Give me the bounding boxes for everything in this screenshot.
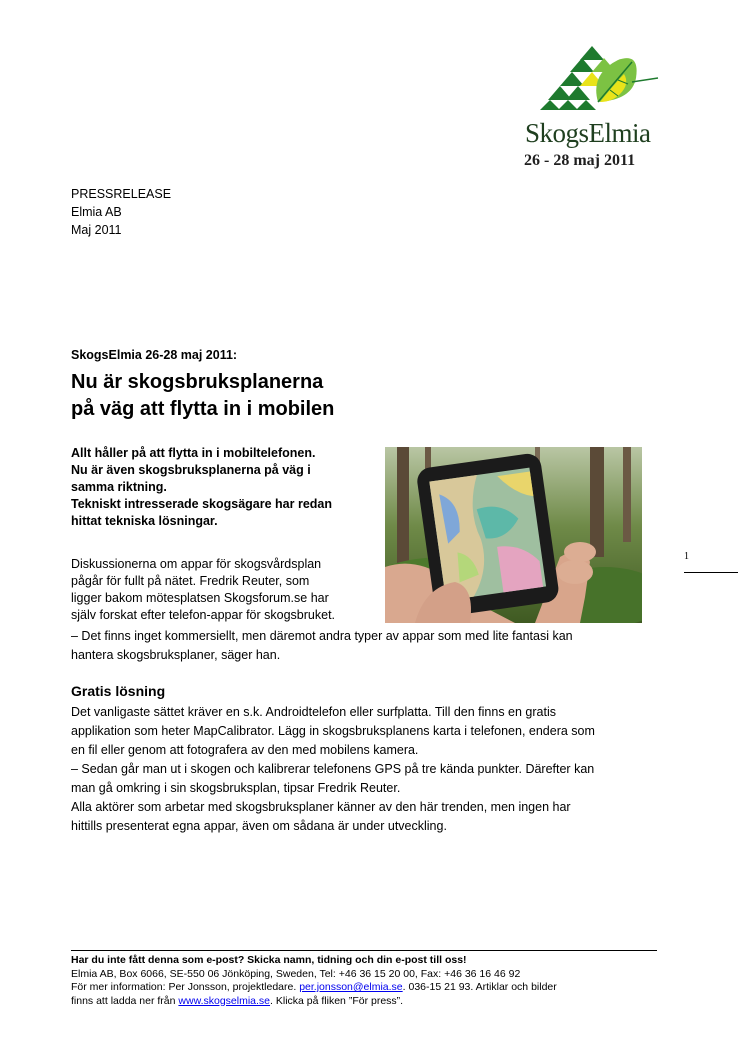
footer-download-suffix: . Klicka på fliken ”För press”.	[270, 994, 404, 1007]
body1-line-5: – Det finns inget kommersiellt, men däremot andra typer av appar som med lite fantasi kan	[71, 629, 573, 643]
tree-logo-icon	[520, 44, 670, 114]
body1-line-2: pågår för fullt på nätet. Fredrik Reuter, som	[71, 574, 310, 588]
lead-line-1: Allt håller på att flytta in i mobiltelefonen.	[71, 446, 316, 460]
lead-line-2: Nu är även skogsbruksplanerna på väg i	[71, 463, 311, 477]
website-link[interactable]: www.skogselmia.se	[178, 994, 271, 1007]
press-meta	[71, 185, 171, 239]
lead-line-4: Tekniskt intresserade skogsägare har redan	[71, 497, 332, 511]
page-title	[71, 369, 431, 423]
footer	[71, 954, 671, 1008]
footer-download	[71, 995, 671, 1009]
lead-line-3: samma riktning.	[71, 480, 167, 494]
body1-line-3: ligger bakom mötesplatsen Skogsforum.se har	[71, 591, 329, 605]
logo-dates: 26 - 28 maj 2011	[524, 152, 636, 169]
section-heading: Gratis lösning	[71, 683, 166, 699]
phone-map-photo	[385, 447, 642, 623]
headline-line-2: på väg att flytta in i mobilen	[71, 398, 335, 420]
body2-line-2: applikation som heter MapCalibrator. Lägg in skogsbruksplanens karta i telefonen, endera som	[71, 724, 595, 738]
body-paragraph-1-quote	[71, 627, 661, 665]
body1-line-6: hantera skogsbruksplaner, säger han.	[71, 648, 281, 662]
kicker: SkogsElmia 26-28 maj 2011:	[71, 348, 238, 362]
footer-info-prefix: För mer information: Per Jonsson, projektledare.	[71, 981, 300, 993]
email-link[interactable]: per.jonsson@elmia.se	[299, 981, 403, 993]
body2-line-5: man gå omkring i sin skogsbruksplan, tipsar Fredrik Reuter.	[71, 781, 401, 795]
footer-bold-line: Har du inte fått denna som e-post? Skicka namn, tidning och din e-post till oss!	[71, 954, 467, 966]
body1-line-1: Diskussionerna om appar för skogsvårdsplan	[71, 557, 322, 571]
meta-company: Elmia AB	[71, 205, 122, 219]
body1-line-4: själv forskat efter telefon-appar för skogsbruket.	[71, 608, 336, 622]
phone-photo-image	[385, 447, 642, 623]
lead-line-5: hittat tekniska lösningar.	[71, 514, 218, 528]
body-paragraph-2	[71, 703, 661, 836]
headline-line-1: Nu är skogsbruksplanerna	[71, 371, 324, 393]
body2-line-6: Alla aktörer som arbetar med skogsbruksplaner känner av den här trenden, men ingen har	[71, 800, 571, 814]
page-number-rule	[684, 572, 738, 573]
logo-wordmark: SkogsElmia	[525, 118, 651, 148]
lead-paragraph	[71, 445, 371, 530]
body-paragraph-1	[71, 556, 371, 624]
footer-info-suffix: . 036-15 21 93. Artiklar och bilder	[402, 981, 557, 993]
skogselmia-logo	[520, 44, 670, 174]
footer-download-prefix: finns att ladda ner från	[71, 994, 179, 1007]
meta-date: Maj 2011	[71, 223, 122, 237]
body2-line-1: Det vanligaste sättet kräver en s.k. Androidtelefon eller surfplatta. Till den finns en gratis	[71, 705, 556, 719]
body2-line-7: hittills presenterat egna appar, även om sådana är under utveckling.	[71, 819, 447, 833]
footer-divider	[71, 950, 657, 951]
body2-line-3: en fil eller genom att fotografera av den med mobilens kamera.	[71, 743, 419, 757]
body2-line-4: – Sedan går man ut i skogen och kalibrerar telefonens GPS på tre kända punkter. Därefter kan	[71, 762, 595, 776]
meta-type: PRESSRELEASE	[71, 187, 172, 201]
page-number: 1	[684, 551, 689, 562]
footer-info	[71, 981, 671, 995]
footer-address: Elmia AB, Box 6066, SE-550 06 Jönköping, Sweden, Tel: +46 36 15 20 00, Fax: +46 36 16 46 92	[71, 967, 521, 980]
